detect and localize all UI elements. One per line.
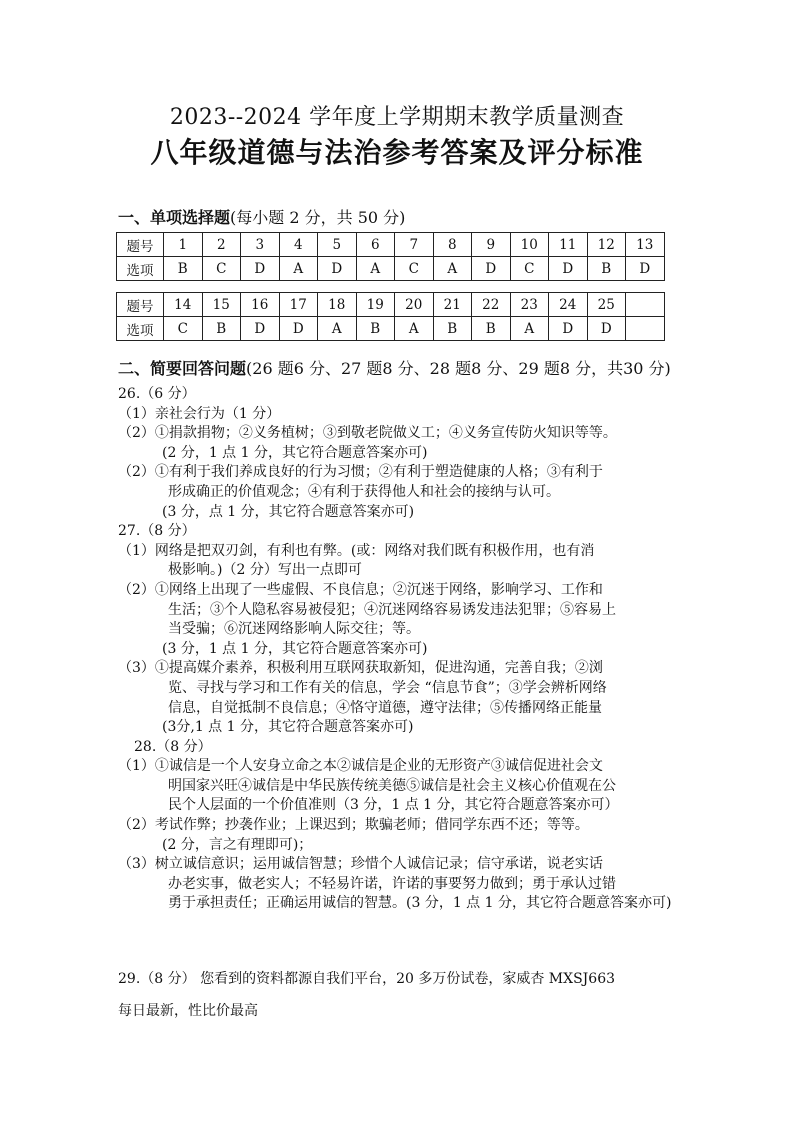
table-cell: A [510,317,549,341]
table-cell: B [587,257,626,281]
answer-line: 极影响。)（2 分）写出一点即可 [168,562,362,579]
table-cell: 10 [510,233,549,257]
table-cell: D [241,257,280,281]
table-cell: D [241,317,280,341]
table-cell: D [318,257,357,281]
table-cell: 3 [241,233,280,257]
table-cell: 1 [164,233,203,257]
table-cell: 20 [395,293,434,317]
answer-body [118,385,688,914]
answer-table-2 [116,292,665,341]
answer-table-1 [116,232,665,281]
table-cell: 18 [318,293,357,317]
scoring-note: (3 分，1 点 1 分，其它符合题意答案亦可) [162,640,428,657]
answer-line: （3）①提高媒介素养，积极利用互联网获取新知，促进沟通，完善自我；②浏 [118,660,603,677]
table-cell: D [626,257,665,281]
table-cell: 题号 [117,293,164,317]
table-cell: 14 [164,293,203,317]
answer-line: 生活；③个人隐私容易被侵犯；④沉迷网络容易诱发违法犯罪；⑤容易上 [168,601,616,618]
table-cell: C [164,317,203,341]
table-cell: 16 [241,293,280,317]
document-title: 八年级道德与法治参考答案及评分标准 [150,136,644,169]
table-cell: 24 [549,293,588,317]
answer-line: 民个人层面的一个价值准则（3 分，1 点 1 分，其它符合题意答案亦可） [168,797,619,814]
table-cell: D [472,257,511,281]
table-cell: 8 [433,233,472,257]
table-cell: A [356,257,395,281]
table-cell: 7 [395,233,434,257]
table-cell: 2 [202,233,241,257]
table-cell: 选项 [117,317,164,341]
scoring-note: (2 分，言之有理即可)； [162,836,313,853]
question-heading: 28.（8 分） [134,738,212,755]
table-cell: 25 [587,293,626,317]
table-cell: 题号 [117,233,164,257]
table-cell: A [279,257,318,281]
table-cell: C [510,257,549,281]
answer-line: 明国家兴旺④诚信是中华民族传统美德⑤诚信是社会主义核心价值观在公 [168,777,616,794]
table-cell [626,293,665,317]
question-heading: 27.（8 分） [118,523,196,540]
table-cell: 22 [472,293,511,317]
table-cell: C [202,257,241,281]
answer-line: （2）①有利于我们养成良好的行为习惯；②有利于塑造健康的人格；③有利于 [118,464,603,481]
table-cell: 12 [587,233,626,257]
document-subtitle: 2023--2024 学年度上学期期末教学质量测查 [169,105,625,130]
table-row [117,317,665,341]
answer-line: （1）网络是把双刃剑，有利也有弊。(或：网络对我们既有积极作用，也有消 [118,542,595,559]
answer-line: 办老实事，做老实人；不轻易许诺，许诺的事要努力做到；勇于承认过错 [168,875,616,892]
table-cell: 19 [356,293,395,317]
table-cell: 4 [279,233,318,257]
section2-heading: 二、简要回答问题(26 题6 分、27 题8 分、28 题8 分、29 题8 分，共30 分) [118,359,671,378]
table-cell: D [279,317,318,341]
answer-line: 形成确正的价值观念；④有利于获得他人和社会的接纳与认可。 [168,483,560,500]
table-cell: 9 [472,233,511,257]
table-cell: 21 [433,293,472,317]
table-cell: B [472,317,511,341]
table-cell: 6 [356,233,395,257]
answer-line: 勇于承担责任；正确运用诚信的智慧。(3 分，1 点 1 分，其它符合题意答案亦可) [168,895,672,912]
table-cell: A [433,257,472,281]
answer-line: 信息，自觉抵制不良信息；④恪守道德，遵守法律；⑤传播网络正能量 [168,699,602,716]
table-cell: D [549,257,588,281]
table-cell [626,317,665,341]
table-cell: D [549,317,588,341]
answer-line: （1）①诚信是一个人安身立命之本②诚信是企业的无形资产③诚信促进社会文 [118,758,603,775]
answer-line: （2）考试作弊；抄袭作业；上课迟到；欺骗老师；借同学东西不还；等等。 [118,817,589,834]
footer-line: 每日最新，性比价最高 [118,1003,258,1019]
table-row [117,293,665,317]
answer-line: 当受骗；⑥沉迷网络影响人际交往；等。 [168,621,420,638]
table-cell: 15 [202,293,241,317]
table-cell: 5 [318,233,357,257]
answer-line: （2）①网络上出现了一些虚假、不良信息；②沉迷于网络，影响学习、工作和 [118,581,603,598]
table-cell: B [202,317,241,341]
table-row [117,257,665,281]
answer-line: 览、寻找与学习和工作有关的信息，学会 “信息节食”；③学会辨析网络 [168,679,607,696]
table-cell: 17 [279,293,318,317]
answer-line: （1）亲社会行为（1 分） [118,405,281,422]
table-cell: A [318,317,357,341]
table-cell: B [164,257,203,281]
table-cell: 选项 [117,257,164,281]
scoring-note: (2 分，1 点 1 分，其它符合题意答案亦可) [162,444,428,461]
question-heading: 26.（6 分） [118,386,196,402]
table-cell: D [587,317,626,341]
section1-heading: 一、单项选择题(每小题 2 分，共 50 分) [118,208,406,227]
table-cell: B [356,317,395,341]
scoring-note: (3 分，点 1 分，其它符合题意答案亦可) [162,503,415,520]
table-cell: 11 [549,233,588,257]
answer-line: （2）①捐款捐物；②义务植树；③到敬老院做义工；④义务宣传防火知识等等。 [118,425,617,442]
footer-line: 29.（8 分） 您看到的资料都源自我们平台，20 多万份试卷，家威杏 MXSJ663 [118,971,616,987]
table-row [117,233,665,257]
table-cell: A [395,317,434,341]
table-cell: C [395,257,434,281]
scoring-note: (3分,1 点 1 分，其它符合题意答案亦可) [162,719,414,736]
table-cell: 13 [626,233,665,257]
table-cell: 23 [510,293,549,317]
answer-line: （3）树立诚信意识；运用诚信智慧；珍惜个人诚信记录；信守承诺，说老实话 [118,856,603,873]
table-cell: B [433,317,472,341]
